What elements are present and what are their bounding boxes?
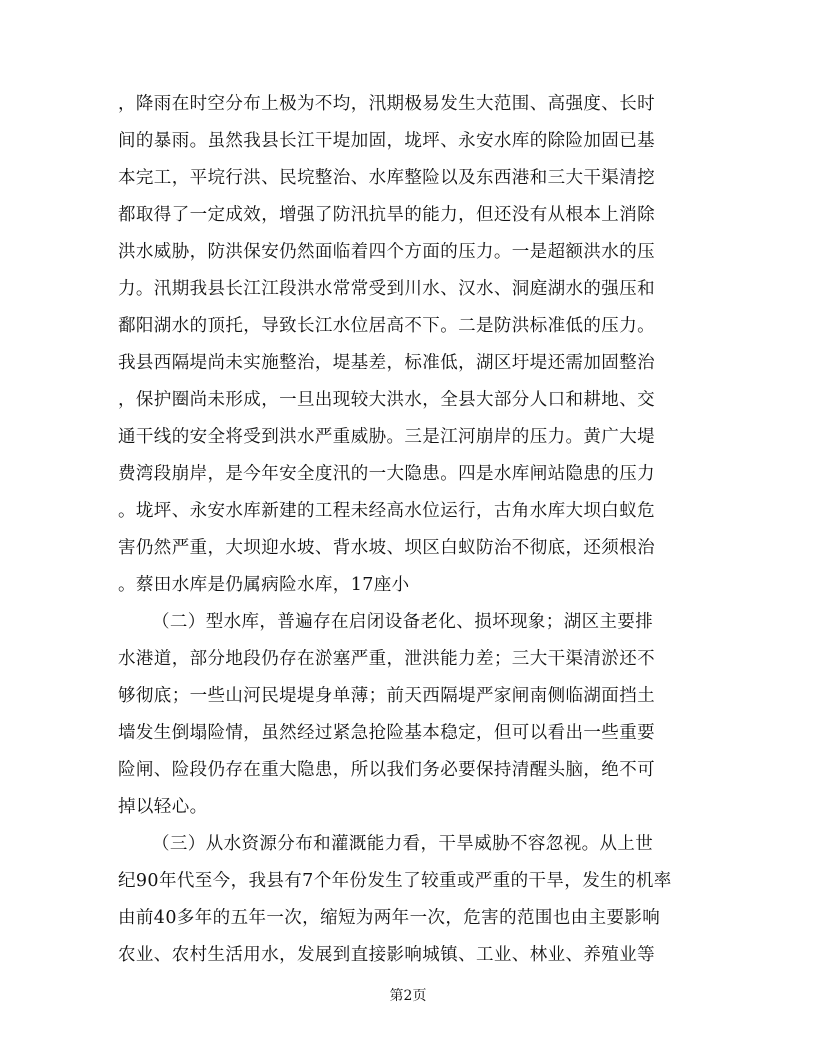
page-number: 第2页: [389, 988, 427, 1004]
text-line: 费湾段崩岸，是今年安全度汛的一大隐患。四是水库闸站隐患的压力: [118, 464, 655, 484]
text-line: 墙发生倒塌险情，虽然经过紧急抢险基本稳定，但可以看出一些重要: [118, 723, 655, 743]
text-line: 掉以轻心。: [118, 797, 208, 817]
text-line: 险闸、险段仍存在重大隐患，所以我们务必要保持清醒头脑，绝不可: [118, 760, 655, 780]
text-line: 。垅坪、永安水库新建的工程未经高水位运行，古角水库大坝白蚁危: [118, 501, 655, 521]
text-line: 洪水威胁，防洪保安仍然面临着四个方面的压力。一是超额洪水的压: [118, 242, 655, 262]
text-line: 。蔡田水库是仍属病险水库，17座小: [118, 575, 410, 595]
text-line: 我县西隔堤尚未实施整治，堤基差，标准低，湖区圩堤还需加固整治: [118, 353, 655, 373]
text-line: 力。汛期我县长江江段洪水常常受到川水、汉水、洞庭湖水的强压和: [118, 279, 655, 299]
text-line: ，保护圈尚未形成，一旦出现较大洪水，全县大部分人口和耕地、交: [118, 390, 655, 410]
text-line: ，降雨在时空分布上极为不均，汛期极易发生大范围、高强度、长时: [118, 94, 655, 114]
text-line: 害仍然严重，大坝迎水坡、背水坡、坝区白蚁防治不彻底，还须根治: [118, 538, 655, 558]
text-line: 水港道，部分地段仍存在淤塞严重，泄洪能力差；三大干渠清淤还不: [118, 649, 655, 669]
text-line: 够彻底；一些山河民堤堤身单薄；前天西隔堤严家闸南侧临湖面挡土: [118, 686, 655, 706]
text-line: 都取得了一定成效，增强了防汛抗旱的能力，但还没有从根本上消除: [118, 205, 655, 225]
text-line: 鄱阳湖水的顶托，导致长江水位居高不下。二是防洪标准低的压力。: [118, 316, 655, 336]
paragraph-start-line: （三）从水资源分布和灌溉能力看，干旱威胁不容忽视。从上世: [152, 834, 654, 854]
text-line: 间的暴雨。虽然我县长江干堤加固，垅坪、永安水库的除险加固已基: [118, 131, 655, 151]
text-line: 本完工，平垸行洪、民垸整治、水库整险以及东西港和三大干渠清挖: [118, 168, 655, 188]
text-line: 通干线的安全将受到洪水严重威胁。三是江河崩岸的压力。黄广大堤: [118, 427, 655, 447]
text-line: 由前40多年的五年一次，缩短为两年一次，危害的范围也由主要影响: [118, 908, 661, 928]
paragraph-start-line: （二）型水库，普遍存在启闭设备老化、损坏现象；湖区主要排: [152, 612, 654, 632]
text-line: 农业、农村生活用水，发展到直接影响城镇、工业、林业、养殖业等: [118, 945, 655, 965]
text-line: 纪90年代至今，我县有7个年份发生了较重或严重的干旱，发生的机率: [118, 871, 672, 891]
